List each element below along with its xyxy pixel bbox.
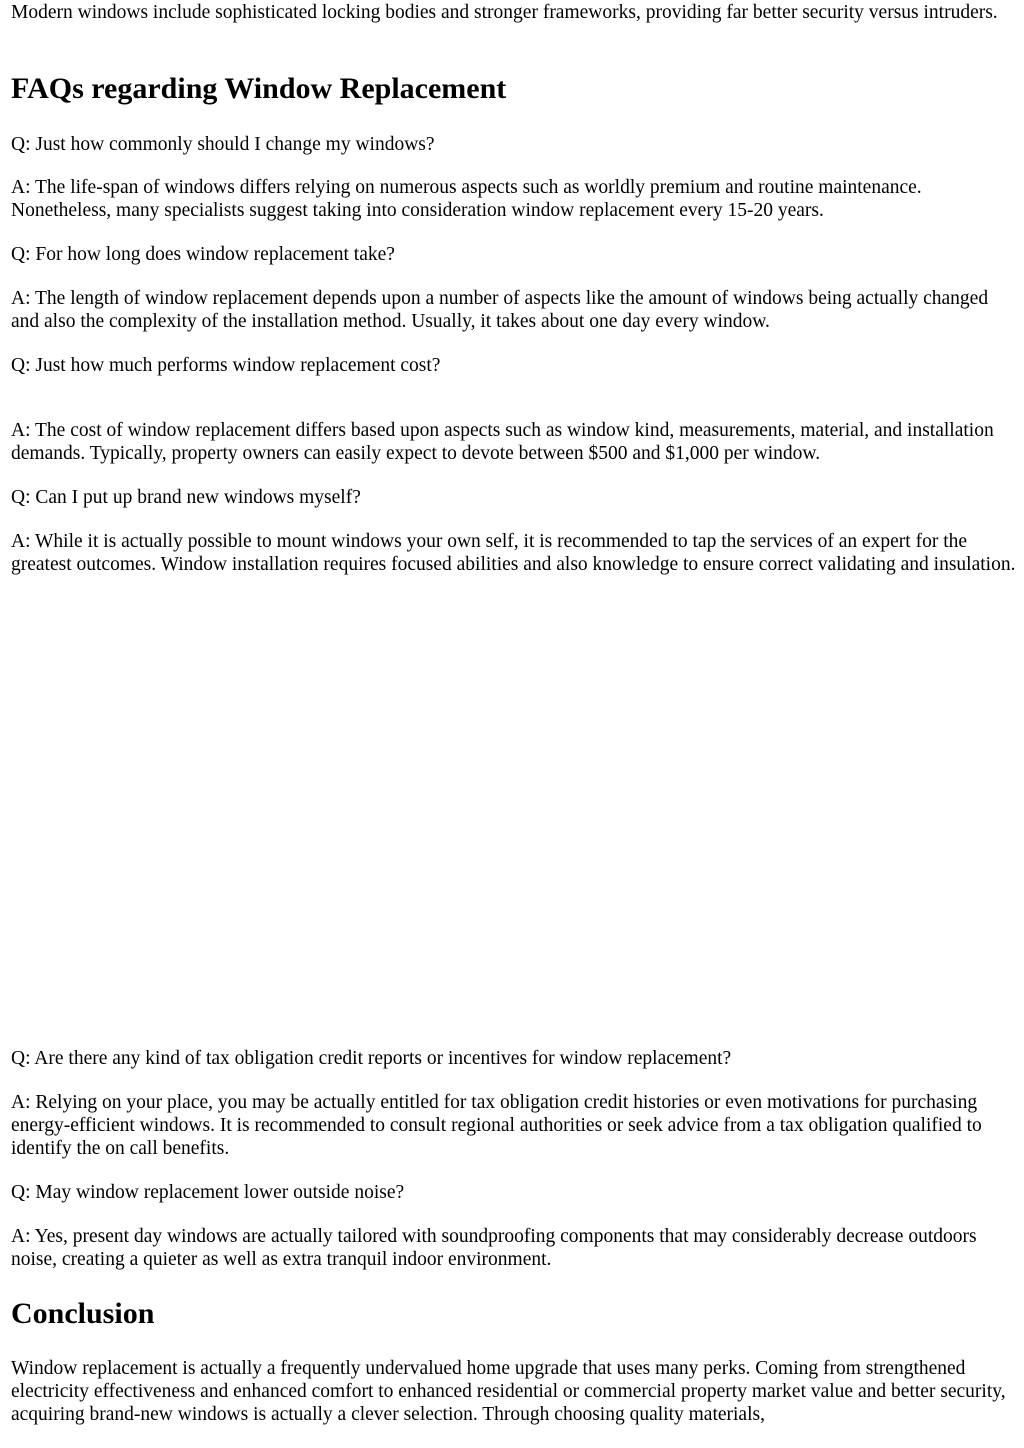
faq-question: Q: Are there any kind of tax obligation credit reports or incentives for window replacement? (11, 1048, 732, 1069)
faq-answer: A: The cost of window replacement differs based upon aspects such as window kind, measurements, material, and installation demands. Typically, property owners can easily expect to devote between $500 and $1,000 per window. (11, 420, 994, 464)
faq-heading: FAQs regarding Window Replacement (11, 72, 507, 105)
faq-question: Q: May window replacement lower outside noise? (11, 1182, 405, 1203)
faq-question: Q: Just how commonly should I change my windows? (11, 134, 435, 155)
faq-answer: A: The life-span of windows differs relying on numerous aspects such as worldly premium and routine maintenance. Nonetheless, many specialists suggest taking into consideration window replacement every 15-20 years. (11, 177, 922, 221)
faq-question: Q: For how long does window replacement take? (11, 244, 395, 265)
conclusion-paragraph: Window replacement is actually a frequently undervalued home upgrade that uses many perks. Coming from strengthened electricity effectiveness and enhanced comfort to enhanced residential or commercial property market value and better security, acquiring brand-new windows is actually a clever selection. Through choosing quality materials, (11, 1358, 1006, 1425)
faq-question: Q: Just how much performs window replacement cost? (11, 355, 441, 376)
faq-answer: A: While it is actually possible to mount windows your own self, it is recommended to tap the services of an expert for the greatest outcomes. Window installation requires focused abilities and also knowledge to ensure correct validating and insulation. (11, 531, 1016, 575)
faq-answer: A: Relying on your place, you may be actually entitled for tax obligation credit histories or even motivations for purchasing energy-efficient windows. It is recommended to consult regional authorities or seek advice from a tax obligation qualified to identify the on call benefits. (11, 1092, 982, 1159)
intro-paragraph: Modern windows include sophisticated locking bodies and stronger frameworks, providing far better security versus intruders. (11, 2, 998, 23)
faq-answer: A: The length of window replacement depends upon a number of aspects like the amount of windows being actually changed and also the complexity of the installation method. Usually, it takes about one day every window. (11, 288, 989, 332)
blank-embed-area (11, 620, 1011, 1030)
faq-answer: A: Yes, present day windows are actually tailored with soundproofing components that may considerably decrease outdoors noise, creating a quieter as well as extra tranquil indoor environment. (11, 1226, 977, 1270)
conclusion-heading: Conclusion (11, 1297, 155, 1330)
faq-question: Q: Can I put up brand new windows myself? (11, 487, 361, 508)
